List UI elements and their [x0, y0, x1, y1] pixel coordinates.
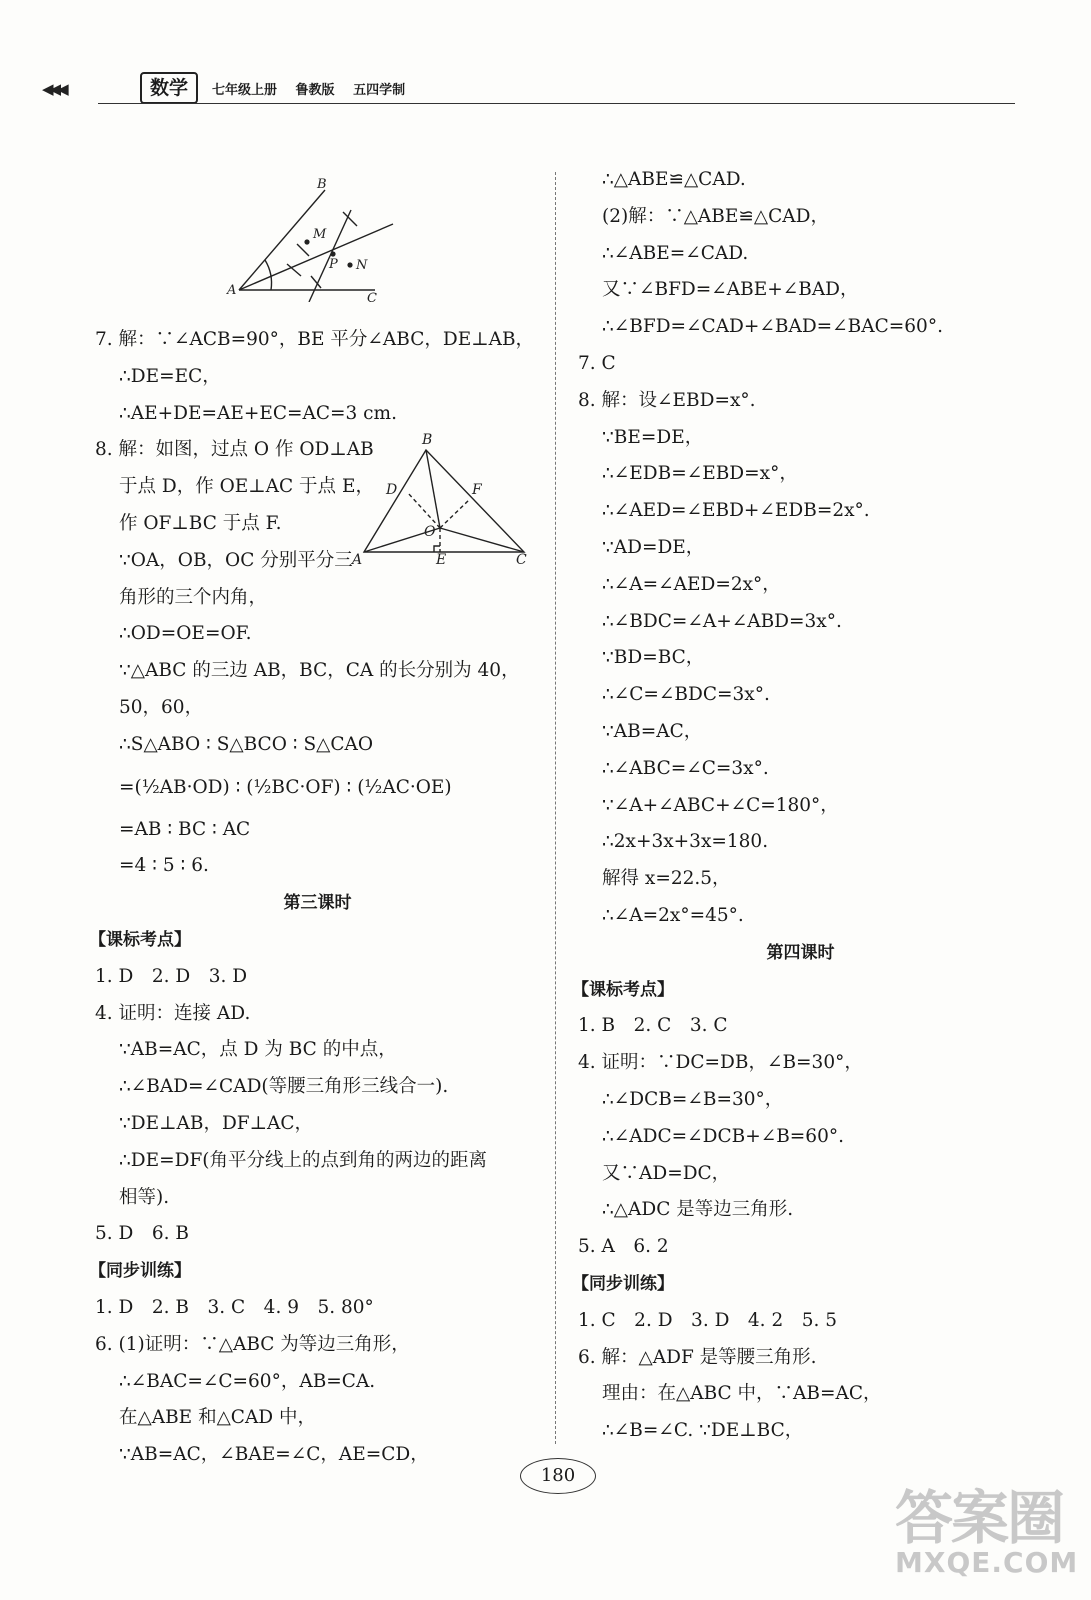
text-line: ∴△ADC 是等边三角形. [602, 1199, 794, 1221]
text-line: ∵DE⊥AB，DF⊥AC， [119, 1112, 314, 1134]
subject-badge: 数学 [140, 72, 198, 104]
right-column [572, 162, 1023, 1450]
watermark-url: MXQE.COM [895, 1546, 1079, 1579]
fig2-label-f: F [472, 482, 482, 499]
angle-bisector-figure [95, 162, 540, 322]
text-line: ∵BE=DE， [602, 426, 704, 448]
text-line: ∴△ABE≌△CAD. [602, 169, 746, 190]
section-heading: 【课标考点】 [572, 979, 674, 1000]
section-heading: 【课标考点】 [89, 929, 191, 950]
fig1-label-n: N [356, 258, 368, 273]
text-line: ∵AB=AC， [602, 720, 703, 742]
book-info [212, 79, 419, 98]
fig2-label-o: O [424, 524, 436, 541]
system-label: 五四学制 [353, 83, 406, 98]
text-line: 8. 解：如图，过点 O 作 OD⊥AB [95, 439, 374, 461]
text-line: 5. D 6. B [95, 1223, 189, 1245]
text-line: 1. C 2. D 3. D 4. 2 5. 5 [578, 1309, 838, 1331]
text-line: 又∵AD=DC， [602, 1162, 731, 1184]
text-line: 5. A 6. 2 [578, 1236, 669, 1258]
fig1-label-c: C [367, 291, 377, 302]
text-line: ∵AB=AC，∠BAE=∠C，AE=CD， [119, 1444, 429, 1466]
text-line: 8. 解：设∠EBD=x°. [578, 389, 756, 411]
text-line: ∴2x+3x+3x=180. [602, 831, 769, 853]
column-divider [555, 172, 556, 1444]
text-line: ∴∠ABC=∠C=3x°. [602, 757, 769, 779]
text-line: 作 OF⊥BC 于点 F. [119, 512, 282, 534]
section-title: 第三课时 [283, 893, 352, 914]
fig1-label-a: A [227, 283, 237, 298]
text-line: 于点 D，作 OE⊥AC 于点 E， [119, 476, 374, 498]
text-line: ∴DE=DF(角平分线上的点到角的两边的距离 [119, 1149, 487, 1171]
page-header [40, 66, 1015, 106]
text-line: 1. B 2. C 3. C [578, 1015, 728, 1037]
watermark-logo [895, 1484, 1079, 1579]
text-line: =(½AB·OD) ∶ (½BC·OF) ∶ (½AC·OE) [119, 776, 452, 798]
text-line: ∴∠BFD=∠CAD+∠BAD=∠BAC=60°. [602, 316, 943, 338]
text-line: ∴∠A=∠AED=2x°， [602, 573, 781, 595]
text-line: ∴∠ADC=∠DCB+∠B=60°. [602, 1125, 844, 1147]
angle-bisector-diagram [225, 172, 405, 302]
text-line: ∴∠AED=∠EBD+∠EDB=2x°. [602, 500, 870, 522]
text-line: ∴∠C=∠BDC=3x°. [602, 684, 770, 706]
text-line: ∵∠A+∠ABC+∠C=180°， [602, 794, 839, 816]
text-line: 4. 证明：∵DC=DB，∠B=30°， [578, 1052, 863, 1074]
text-line: =4 ∶ 5 ∶ 6. [119, 855, 209, 877]
text-line: 6. (1)证明：∵△ABC 为等边三角形， [95, 1333, 410, 1355]
fig1-label-m: M [313, 227, 327, 242]
fig2-label-a: A [352, 552, 363, 565]
text-line: ∴∠A=2x°=45°. [602, 904, 744, 926]
grade-label: 七年级上册 [212, 83, 278, 98]
text-line: 解得 x=22.5， [602, 868, 731, 890]
text-line: 1. D 2. B 3. C 4. 9 5. 80° [95, 1296, 374, 1318]
text-line: ∴∠BDC=∠A+∠ABD=3x°. [602, 610, 842, 632]
fig1-label-p: P [329, 257, 338, 272]
text-line: ∵BD=BC， [602, 647, 705, 669]
triangle-figure [350, 424, 550, 564]
page-number: 180 [520, 1458, 596, 1494]
text-line: ∴OD=OE=OF. [119, 623, 252, 645]
text-line: =AB ∶ BC ∶ AC [119, 818, 251, 840]
text-line: 50，60， [119, 696, 204, 718]
section-heading: 【同步训练】 [89, 1261, 191, 1282]
arrow-decoration-icon: ◀◀◀ [42, 80, 65, 98]
edition-label: 鲁教版 [295, 83, 335, 98]
text-line: 4. 证明：连接 AD. [95, 1002, 251, 1024]
text-line: 7. C [578, 352, 616, 374]
text-line: 理由：在△ABC 中，∵AB=AC， [602, 1383, 882, 1405]
section-title: 第四课时 [766, 942, 835, 963]
text-line: ∴AE+DE=AE+EC=AC=3 cm. [119, 402, 397, 424]
text-line: 6. 解：△ADF 是等腰三角形. [578, 1346, 817, 1368]
text-line: 又∵∠BFD=∠ABE+∠BAD， [602, 279, 859, 301]
text-line: ∴∠DCB=∠B=30°， [602, 1088, 784, 1110]
fig1-label-b: B [317, 177, 327, 192]
text-line: ∴∠B=∠C. ∵DE⊥BC， [602, 1420, 804, 1442]
text-line: ∵△ABC 的三边 AB，BC，CA 的长分别为 40， [119, 660, 520, 682]
text-line: ∵OA，OB，OC 分别平分三 [119, 549, 353, 571]
left-column [89, 162, 540, 1474]
text-line: ∴∠EDB=∠EBD=x°， [602, 463, 798, 485]
text-line: 在△ABE 和△CAD 中， [119, 1407, 317, 1429]
text-line: 7. 解：∵∠ACB=90°，BE 平分∠ABC，DE⊥AB， [95, 329, 535, 350]
text-line: 角形的三个内角， [119, 586, 268, 608]
text-line: 1. D 2. D 3. D [95, 965, 248, 987]
fig2-label-b: B [422, 432, 433, 449]
fig2-label-c: C [516, 552, 527, 565]
text-line: ∴DE=EC， [119, 365, 221, 387]
text-line: 相等). [119, 1186, 170, 1208]
text-line: (2)解：∵△ABE≌△CAD， [602, 205, 829, 227]
fig2-label-d: D [386, 482, 398, 499]
header-rule [98, 103, 1015, 104]
text-line: ∴S△ABO ∶ S△BCO ∶ S△CAO [119, 733, 374, 755]
watermark-text: 答案圈 [895, 1484, 1064, 1552]
text-line: ∵AB=AC，点 D 为 BC 的中点， [119, 1039, 397, 1061]
text-line: ∴∠BAC=∠C=60°，AB=CA. [119, 1370, 376, 1392]
section-heading: 【同步训练】 [572, 1273, 674, 1294]
text-line: ∵AD=DE， [602, 536, 705, 558]
fig2-label-e: E [436, 552, 447, 565]
text-line: ∴∠ABE=∠CAD. [602, 242, 749, 264]
text-line: ∴∠BAD=∠CAD(等腰三角形三线合一). [119, 1076, 449, 1098]
